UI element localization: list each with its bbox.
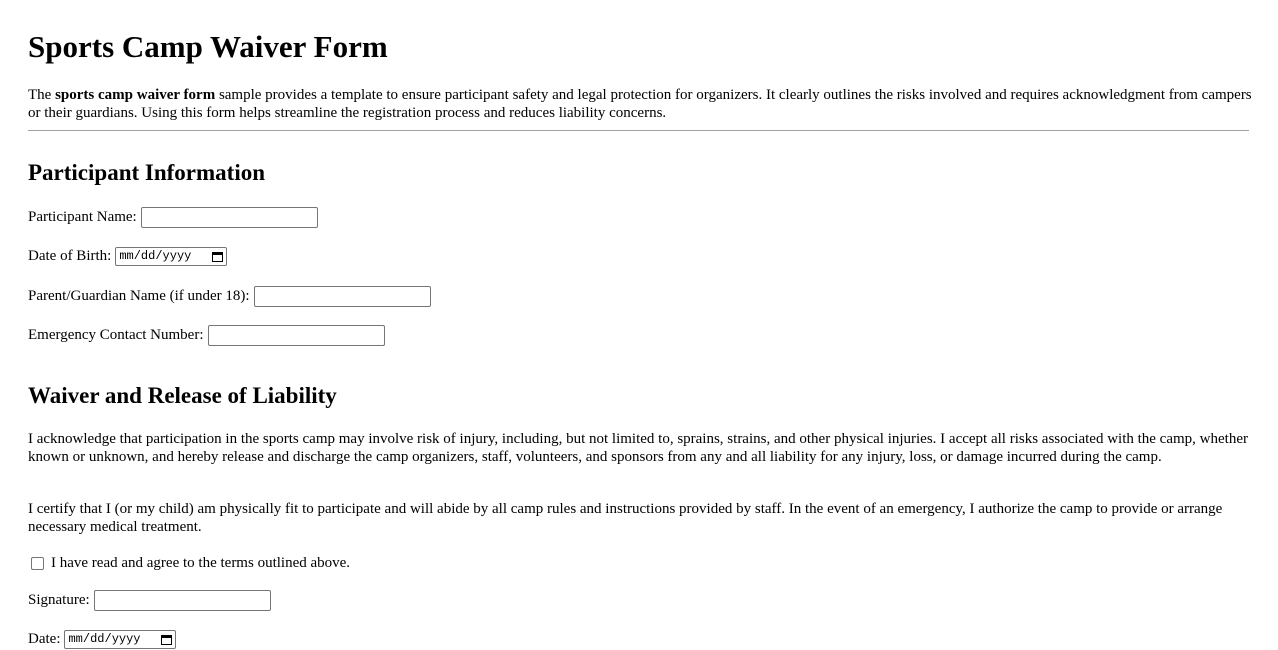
participant-name-input[interactable] (141, 207, 318, 228)
waiver-paragraph-2: I certify that I (or my child) am physically fit to participate and will abide by all camp rules and instructions provided by staff. In the event of an emergency, I authorize the camp to provide or arrange necessary medical treatment. (28, 501, 1223, 535)
dob-label: Date of Birth: (28, 247, 112, 264)
agree-checkbox[interactable] (31, 557, 44, 570)
intro-text (28, 86, 1253, 122)
intro-suffix: sample provides a template to ensure participant safety and legal protection for organizers. It clearly outlines the risks involved and requires acknowledgment from campers or their guardians. Using this form helps streamline the registration process and reduces liability concerns. (28, 87, 1252, 121)
participant-heading: Participant Information (28, 160, 266, 185)
guardian-label: Parent/Guardian Name (if under 18): (28, 287, 250, 304)
emergency-row (28, 324, 385, 346)
agree-label[interactable]: I have read and agree to the terms outlined above. (51, 554, 351, 571)
emergency-label: Emergency Contact Number: (28, 326, 204, 343)
guardian-name-input[interactable] (254, 286, 431, 307)
page-title: Sports Camp Waiver Form (28, 29, 388, 64)
participant-name-row (28, 206, 318, 228)
intro-prefix: The (28, 87, 56, 103)
dob-placeholder: mm/dd/yyyy (119, 249, 192, 263)
dob-date-input[interactable] (115, 247, 227, 266)
waiver-paragraph-1: I acknowledge that participation in the sports camp may involve risk of injury, including, but not limited to, sprains, strains, and other physical injuries. I accept all risks associated with the camp, whether known or unknown, and hereby release and discharge the camp organizers, staff, volunteers, and sponsors from any and all liability for any injury, loss, or damage incurred during the camp. (28, 431, 1248, 465)
signature-row (28, 589, 271, 611)
signature-date-input[interactable] (64, 630, 176, 649)
participant-name-label: Participant Name: (28, 208, 137, 225)
waiver-heading: Waiver and Release of Liability (28, 383, 337, 408)
date-placeholder: mm/dd/yyyy (68, 632, 141, 646)
guardian-row (28, 285, 431, 307)
calendar-icon[interactable] (161, 634, 172, 645)
signature-input[interactable] (94, 590, 271, 611)
date-row (28, 628, 176, 650)
agree-row (31, 553, 350, 573)
dob-row (28, 245, 227, 267)
intro-bold-term: sports camp waiver form (55, 87, 216, 103)
date-label: Date: (28, 630, 61, 647)
divider (28, 130, 1249, 131)
emergency-contact-input[interactable] (208, 325, 385, 346)
calendar-icon[interactable] (212, 251, 223, 262)
signature-label: Signature: (28, 591, 90, 608)
